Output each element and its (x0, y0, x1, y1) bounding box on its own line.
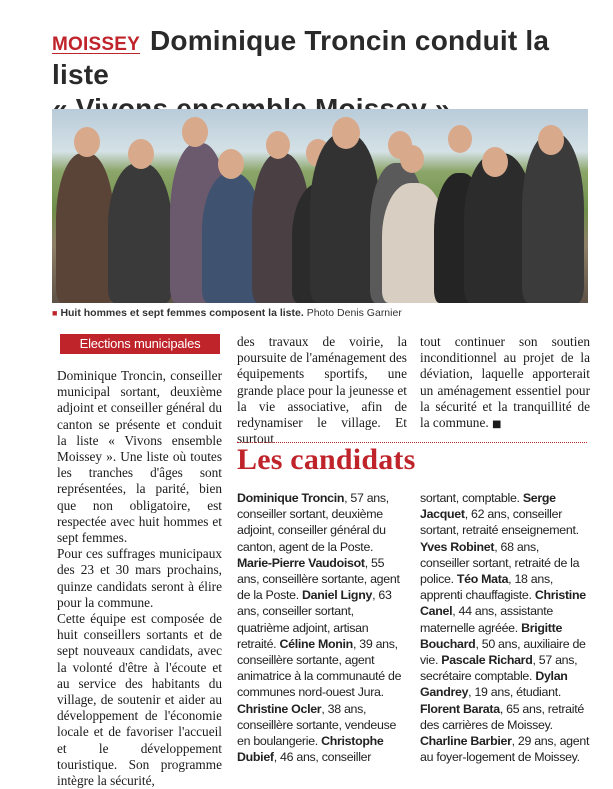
candidate-detail: , 44 ans, assistante maternelle agréée. (420, 604, 554, 635)
photo-credit: Photo Denis Garnier (306, 307, 402, 319)
candidate-detail: , 57 ans, conseiller sortant, deuxième adjoint, conseiller général du canton, agent de la Poste. (237, 491, 389, 554)
candidate-name: Téo Mata (456, 572, 509, 587)
candidate-detail: , 50 ans, auxiliaire de vie. (420, 636, 586, 668)
candidate-detail: sortant, comptable. (420, 491, 523, 505)
article-column-3 (420, 334, 590, 433)
caption-square-icon: ■ (52, 308, 58, 318)
location-kicker: MOISSEY (52, 34, 140, 55)
candidate-name: Marie-Pierre Vaudoisot (237, 555, 365, 570)
candidate-detail: , 63 ans, conseiller sortant, quatrième adjoint, artisan retraité. (237, 588, 392, 651)
article-column-2: des travaux de voirie, la poursuite de l'aménagement des équipements sportifs, une grande place pour la jeunesse et la vie associative, afin de redynamiser le village. Et surtout (237, 334, 407, 447)
candidate-name: Serge Jacquet (420, 491, 556, 522)
candidate-name: Dominique Troncin (237, 491, 345, 505)
candidates-column-2 (420, 490, 590, 765)
candidate-detail: , 65 ans, retraité des carrières de Moissey. (420, 701, 584, 732)
candidate-name: Christine Canel (420, 588, 586, 619)
candidate-name: Yves Robinet (420, 539, 495, 554)
candidate-detail: , 62 ans, conseiller sortant, retraité enseignement. (420, 507, 579, 538)
candidate-detail: , 19 ans, étudiant. (468, 685, 561, 700)
candidate-name: Céline Monin (279, 636, 353, 651)
candidate-name: Florent Barata (420, 701, 500, 716)
end-mark-icon: ■ (492, 419, 502, 431)
candidate-name: Pascale Richard (441, 653, 533, 668)
candidate-name: Christine Ocler (237, 701, 322, 716)
candidate-detail: , 39 ans, conseillère sortante, agent animatrice à la communauté de communes nord-ouest Jura. (237, 636, 402, 700)
candidates-title: Les candidats (237, 443, 416, 476)
candidate-detail: , 55 ans, conseillère sortante, agent de la Poste. (237, 555, 400, 603)
candidate-detail: , 68 ans, conseiller sortant, retraité de la police. (420, 539, 580, 587)
candidate-detail: , 57 ans, secrétaire comptable. (420, 653, 578, 684)
candidate-name: Brigitte Bouchard (420, 620, 563, 651)
article-paragraph: Dominique Troncin, conseiller municipal sortant, deuxième adjoint et conseiller général du canton se présente et conduit la liste « Vivons ensemble Moissey ». Une liste où toutes les tranches d'âges sont représentées, la parité, bien que non obligatoire, est respectée avec huit hommes et sept femmes. (57, 368, 222, 546)
candidate-detail: , 29 ans, agent au foyer-logement de Moissey. (420, 734, 590, 765)
candidate-name: Charline Barbier (420, 734, 512, 749)
rubric-badge: Elections municipales (60, 334, 220, 354)
article-paragraph: Cette équipe est composée de huit conseillers sortants et de sept nouveaux candidats, avec la volonté d'être à l'écoute et au service des habitants du village, de soutenir et aider au développement de l'économie locale et de favoriser l'accueil et le développement touristique. Son programme intègre la sécurité, (57, 611, 222, 789)
candidate-detail: , 46 ans, conseiller (273, 750, 372, 765)
article-column-1 (57, 368, 222, 789)
candidate-detail: , 38 ans, conseillère sortante, vendeuse en boulangerie. (237, 701, 397, 749)
photo-caption (52, 307, 592, 319)
candidate-name: Daniel Ligny (301, 588, 373, 603)
article-conclusion: tout continuer son soutien inconditionnel au projet de la déviation, laquelle apporterait un aménagement essentiel pour la sécurité et la tranquillité de la commune. (420, 334, 590, 431)
candidate-name: Dylan Gandrey (420, 669, 568, 700)
candidate-detail: , 18 ans, apprenti chauffagiste. (420, 572, 554, 603)
candidates-column-1 (237, 490, 409, 765)
article-paragraph: Pour ces suffrages municipaux des 23 et 30 mars prochains, quinze candidats seront à élire pour la commune. (57, 546, 222, 610)
group-photo (52, 109, 588, 303)
caption-text: Huit hommes et sept femmes composent la liste. (60, 307, 304, 319)
candidate-name: Christophe Dubief (237, 734, 384, 765)
headline-title-line1: Dominique Troncin conduit la liste (52, 25, 550, 90)
